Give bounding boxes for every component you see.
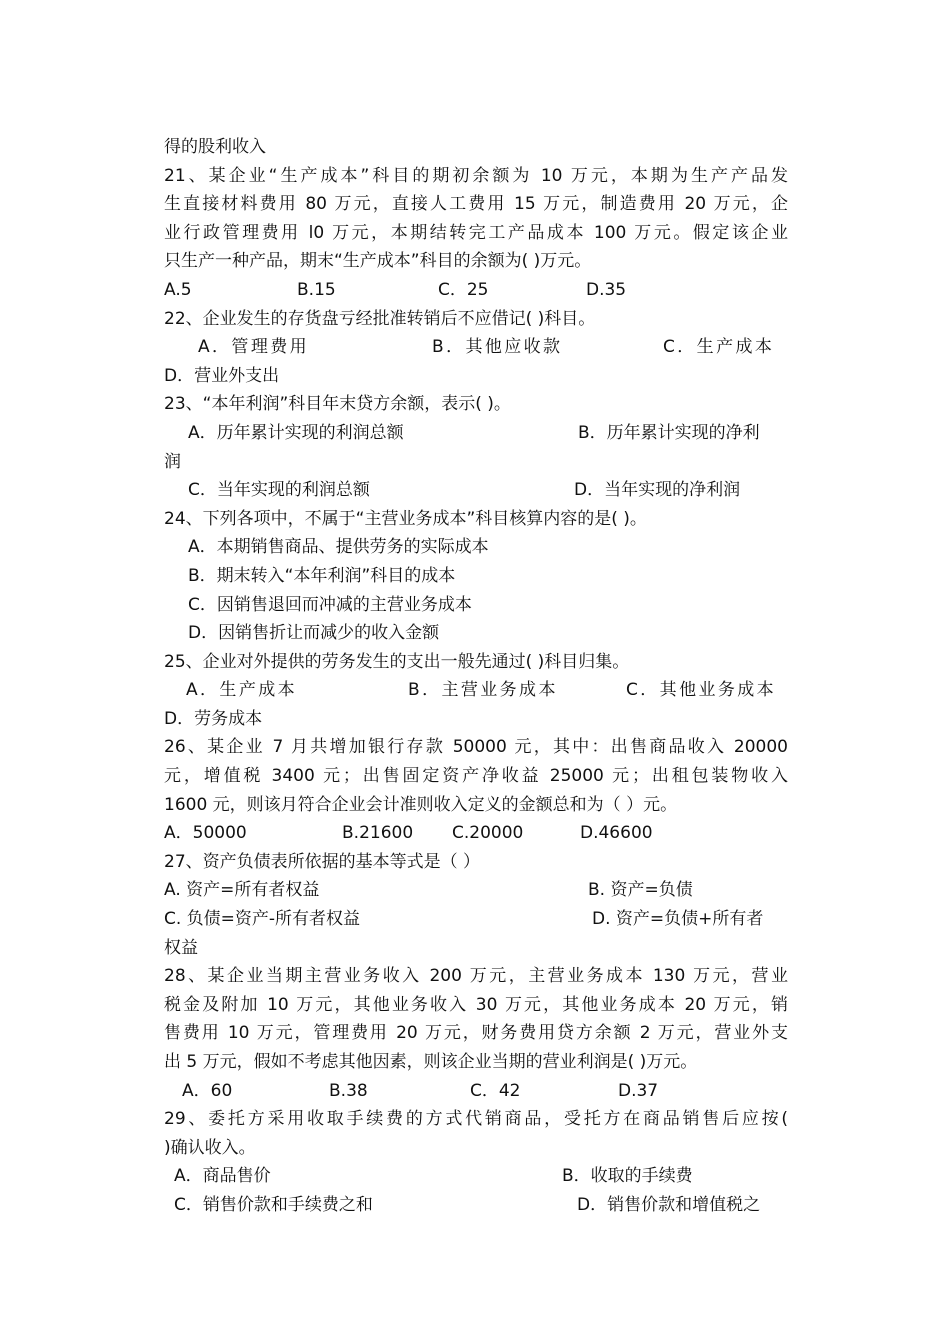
option-b: B.15 — [297, 279, 336, 300]
options-row-q27 — [164, 905, 788, 934]
option-d: D.35 — [586, 279, 627, 300]
option-d: D.37 — [618, 1080, 659, 1101]
option-d: D．营业外支出 — [164, 365, 280, 386]
question-28: 28、某企业当期主营业务收入 200 万元，主营业务成本 130 万元，营业 — [164, 966, 788, 987]
option-c: C．销售价款和手续费之和 — [174, 1194, 373, 1215]
text-line: 出 5 万元，假如不考虑其他因素，则该企业当期的营业利润是( )万元。 — [164, 1052, 698, 1072]
text-line: 元，增值税 3400 元；出售固定资产净收益 25000 元；出租包装物收入 — [164, 766, 788, 787]
options-row-q23 — [164, 476, 788, 505]
option-d: D.46600 — [580, 823, 653, 844]
option-c: C．其他业务成本 — [626, 680, 777, 701]
option-a: A．管理费用 — [198, 337, 310, 358]
option-c: C．25 — [438, 279, 489, 300]
options-row-q29 — [164, 1162, 788, 1191]
text-line: 权益 — [164, 937, 198, 958]
options-row-q28 — [164, 1077, 788, 1106]
option-b: B．历年累计实现的净利 — [578, 422, 760, 443]
option-a: A．60 — [182, 1080, 233, 1101]
options-row-q26 — [164, 819, 788, 848]
options-row-q25 — [164, 676, 788, 705]
exam-content — [164, 133, 788, 1220]
option-d: D．销售价款和增值税之 — [577, 1194, 761, 1215]
option-a: A．商品售价 — [174, 1166, 271, 1187]
option-a: A．本期销售商品、提供劳务的实际成本 — [188, 537, 489, 558]
question-23: 23、“本年利润”科目年末贷方余额，表示( )。 — [164, 394, 511, 415]
option-a: A.5 — [164, 279, 192, 300]
options-row-q29 — [164, 1191, 788, 1220]
option-b: B．其他应收款 — [432, 337, 563, 358]
option-b: B.38 — [329, 1080, 368, 1101]
text-line: 售费用 10 万元，管理费用 20 万元，财务费用贷方余额 2 万元，营业外支 — [164, 1023, 788, 1044]
option-c: C. 负债=资产-所有者权益 — [164, 909, 361, 930]
option-d: D. 资产=负债+所有者 — [592, 909, 764, 930]
question-22: 22、企业发生的存货盘亏经批准转销后不应借记( )科目。 — [164, 308, 596, 329]
option-d: D．当年实现的净利润 — [574, 480, 741, 501]
text-line: 业行政管理费用 l0 万元，本期结转完工产品成本 100 万元。假定该企业 — [164, 222, 788, 243]
text-line: 只生产一种产品，期末“生产成本”科目的余额为( )万元。 — [164, 251, 592, 272]
option-c: C．42 — [470, 1080, 521, 1101]
option-b: B．期末转入“本年利润”科目的成本 — [188, 565, 456, 586]
options-row-q22 — [164, 333, 788, 362]
question-21: 21、某企业“生产成本”科目的期初余额为 10 万元，本期为生产产品发 — [164, 165, 788, 186]
option-b: B. 资产=负债 — [588, 880, 693, 901]
text-line: 润 — [164, 451, 181, 472]
options-row-q27 — [164, 876, 788, 905]
option-a: A. 资产=所有者权益 — [164, 880, 320, 901]
question-24: 24、下列各项中，不属于“主营业务成本”科目核算内容的是( )。 — [164, 508, 647, 529]
option-d: D．因销售折让而减少的收入金额 — [188, 623, 440, 644]
option-a: A．50000 — [164, 823, 247, 844]
option-c: C．因销售退回而冲减的主营业务成本 — [188, 594, 472, 615]
question-25: 25、企业对外提供的劳务发生的支出一般先通过( )科目归集。 — [164, 651, 630, 672]
option-d: D．劳务成本 — [164, 708, 263, 729]
option-c: C.20000 — [452, 823, 524, 844]
text-line: 税金及附加 10 万元，其他业务收入 30 万元，其他业务成本 20 万元，销 — [164, 994, 788, 1015]
text-line: )确认收入。 — [164, 1137, 256, 1158]
option-c: C．当年实现的利润总额 — [188, 480, 370, 501]
option-b: B.21600 — [342, 823, 414, 844]
text-line: 1600 元，则该月符合企业会计准则收入定义的金额总和为（ ）元。 — [164, 794, 678, 815]
text-line: 得的股利收入 — [164, 137, 266, 157]
question-29: 29、委托方采用收取手续费的方式代销商品，受托方在商品销售后应按( — [164, 1109, 788, 1130]
option-c: C．生产成本 — [663, 337, 775, 358]
option-a: A．历年累计实现的利润总额 — [188, 422, 404, 443]
option-b: B．主营业务成本 — [408, 680, 558, 701]
options-row-q23 — [164, 419, 788, 448]
text-line: 生直接材料费用 80 万元，直接人工费用 15 万元，制造费用 20 万元，企 — [164, 194, 788, 215]
option-b: B．收取的手续费 — [562, 1166, 693, 1187]
question-26: 26、某企业 7 月共增加银行存款 50000 元，其中：出售商品收入 20000 — [164, 737, 788, 758]
options-row-q21 — [164, 276, 788, 305]
option-a: A．生产成本 — [186, 680, 298, 701]
question-27: 27、资产负债表所依据的基本等式是（ ） — [164, 851, 481, 872]
